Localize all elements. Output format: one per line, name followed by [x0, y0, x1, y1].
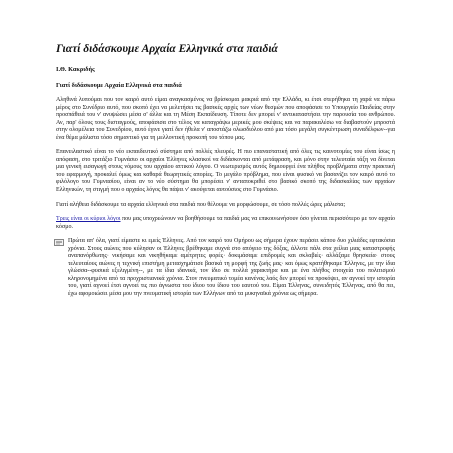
paragraph-system: Επανειλαστικό είναι το νέο εκπαιδευτικό σύστημα από πολλές πλευρές. Η πιο επαναστατική από όλες τις καινοτομίες του είναι ίσως η απόφαση, στο τριτάξιο Γυμνάσιο οι αρχαίοι Έλληνες κλασικοί να διδάσκονται από μετάφραση, και μόνο στην τελευταία τάξη να δίνεται μια γενική εισαγωγή στους νόμους του αρχαίου αττικού λόγου. Ο νεωτερισμός αυτός δημιουργεί ένα πλήθος προβλήματα στην πρακτική του εφαρμογή, προκαλεί όμως και καθαρά θεωρητικές απορίες. Το μεγάλο πρόβλημα, που είναι φυσικό να βασανίζει τον καιρό αυτό το φιλόλογο του Γυμνασίου, είναι αν το νέο σύστημα θα μπορέσει ν' ανταποκριθεί στο βασικό σκοπό της διδασκαλίας των αρχαίων Ελληνικών, τη στιγμή που ο αρχαίος λόγος θα πάψει ν' ακούγεται αυτούσιος στο Γυμνάσιο.	[56, 149, 395, 194]
document-icon	[54, 239, 64, 246]
paragraph-intro: Αληθινά λυπούμαι που τον καιρό αυτό είμαι αναγκασμένος να βρίσκομαι μακριά από την Ελλάδα, κι έτσι στερήθηκα τη χαρά να πάρω μέρος στο Συνέδριο αυτό, που σκοπό έχει να μελετήσει τις βασικές αρχές των νέων θεσμών που αποφάσισε το Υπουργείο Παιδείας στην προσπάθειά του ν' ανυψώσει μέσα σ' άλλα και τη Μέση Εκπαίδευση. Τίποτε δεν μπορεί ν' αντικαταστήσει την παρουσία του ανθρώπου. Αν, παρ' όλους τους δισταγμούς, αποφάσισα στο τέλος να καταγράψω μερικές μου σκέψεις και να παρακαλέσω να διαβαστούν μπροστά στην ολομέλεια του Συνεδρίου, αυτό έγινε γιατί δεν ήθελα ν' αποστάζω ολωσδιόλου από μια τόσο μεγάλη συγκέντρωση συναδέλφων--για ένα θέμα μάλιστα τόσο σημαντικό για τη μελλοντική προκοπή του τόπου μας.	[56, 97, 395, 141]
paragraph-reasons	[56, 216, 395, 231]
quote-text: Πρώτα απ' όλα, γιατί είμαστε κι εμείς Έλληνες. Από τον καιρό του Ομήρου ως σήμερα έχουν περάσει κάπου δυο χιλιάδες εφτακόσια χρόνια. Στους αιώνες που κύλησαν οι Έλληνες βρέθηκαμε συχνά στο απόγειο της δόξας, άλλοτε πάλι στα χείλια μιας καταστροφής αναπανόρθωτης· νικήσαμε και νικηθήκαμε αμέτρητες φορές· δοκιμάσαμε επιδρομές και σκλαβιές· αλλάξαμε θρησκεία· στους τελευταίους αιώνες η τεχνική επιστήμη μετασχημάτισε βασικά τη μορφή της ζωής μας· και όμως κρατήθηκαμε Έλληνες, με την ίδια γλώσσα--φυσικά εξελιγμένη--, με τα ίδια ιδανικά, τον ίδιο σε πολλά χαρακτήρα και με ένα πλήθος στοιχεία του πολιτισμού κληρονομημένα από τα προχριστιανικά χρόνια. Στον πνευματικό τομέα κανένας λαός δεν μπορεί να προκόψει, αν αγνοεί την ιστορία του, γιατί αγνοεί έτσι αγνοεί τις πιο άγνωστα του ίδιου του ίδιου του εαυτού του. Είμαι Έλληνας, συνειδητός Έλληνας, από θα πει, έχω αφομοιώσει μέσα μου την πνευματική ιστορία των Ελλήνων από τα μυκηναϊκά χρόνια ως σήμερα.	[68, 238, 395, 298]
document-title: Γιατί διδάσκουμε Αρχαία Ελληνικά στα παιδιά	[56, 43, 278, 55]
document-subtitle: Γιατί διδάσκουμε Αρχαία Ελληνικά στα παιδιά	[56, 82, 182, 89]
quote-block	[56, 238, 395, 298]
three-reasons-link[interactable]: Τρεις είναι οι κύριοι λόγοι	[56, 216, 121, 223]
author-name: Ι.Θ. Κακριδής	[56, 66, 95, 73]
reasons-sentence: που μας υποχρεώνουν να βοηθήσουμε τα παιδιά μας να επικοινωνήσουν όσο γίνεται περισσότερο με τον αρχαίο κόσμο.	[56, 216, 395, 230]
paragraph-question: Γιατί αλήθεια διδάσκουμε τα αρχαία ελληνικά στα παιδιά που θέλουμε να μορφώσουμε, σε τόσο πολλές ώρες μάλιστα;	[56, 201, 346, 208]
